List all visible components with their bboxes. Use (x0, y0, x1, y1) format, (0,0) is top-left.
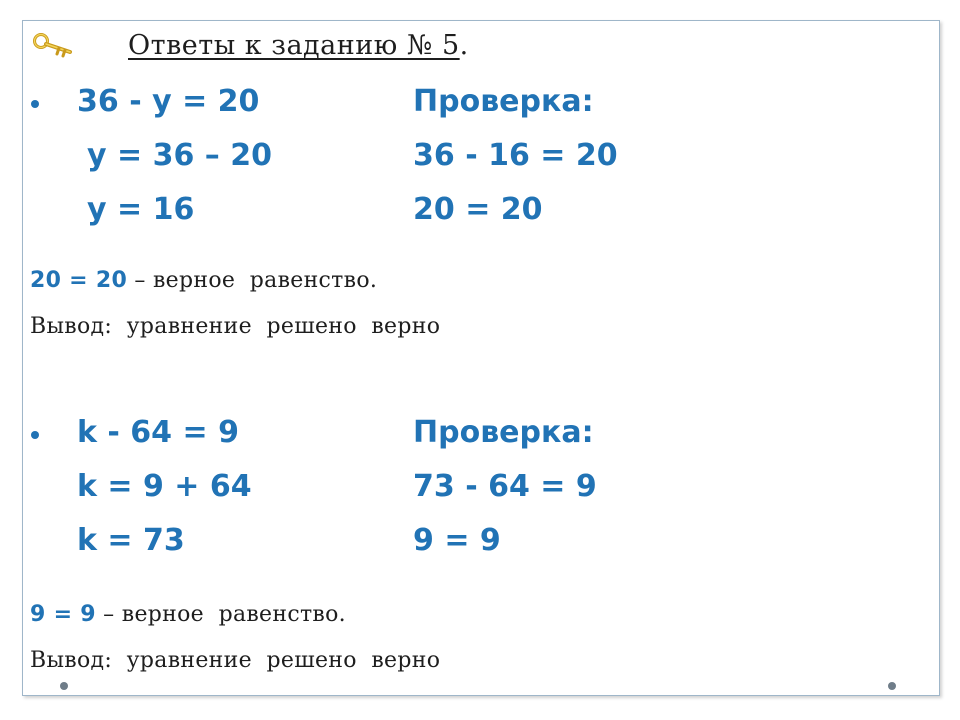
task2-check-result: 9 = 9 (413, 523, 501, 558)
bullet-task2 (31, 431, 39, 439)
task2-conclusion: Вывод: уравнение решено верно (30, 648, 441, 673)
task2-step: k = 9 + 64 (77, 469, 252, 504)
task1-answer: y = 16 (87, 192, 195, 227)
task1-check-heading: Проверка: (413, 84, 594, 119)
task2-equality: 9 = 9 (30, 602, 96, 627)
task2-check-heading: Проверка: (413, 415, 594, 450)
task2-equation: k - 64 = 9 (77, 415, 239, 450)
task1-equality: 20 = 20 (30, 268, 128, 293)
page-title (128, 30, 469, 61)
task1-conclusion: Вывод: уравнение решено верно (30, 314, 441, 339)
task1-equation: 36 - y = 20 (77, 84, 260, 119)
corner-dot-right (888, 682, 896, 690)
task2-answer: k = 73 (77, 523, 185, 558)
task1-equality-note (30, 268, 377, 293)
task1-equality-text: – верное равенство. (127, 268, 378, 293)
slide-frame (22, 20, 940, 696)
page-title-text: Ответы к заданию № 5 (128, 30, 460, 61)
task1-check-result: 20 = 20 (413, 192, 543, 227)
task1-check-line: 36 - 16 = 20 (413, 138, 618, 173)
page-title-suffix: . (459, 30, 469, 61)
task1-step: y = 36 – 20 (87, 138, 272, 173)
task2-check-line: 73 - 64 = 9 (413, 469, 597, 504)
corner-dot-left (60, 682, 68, 690)
task2-equality-note (30, 602, 346, 627)
key-icon (32, 32, 74, 60)
bullet-task1 (31, 100, 39, 108)
task2-equality-text: – верное равенство. (95, 602, 346, 627)
